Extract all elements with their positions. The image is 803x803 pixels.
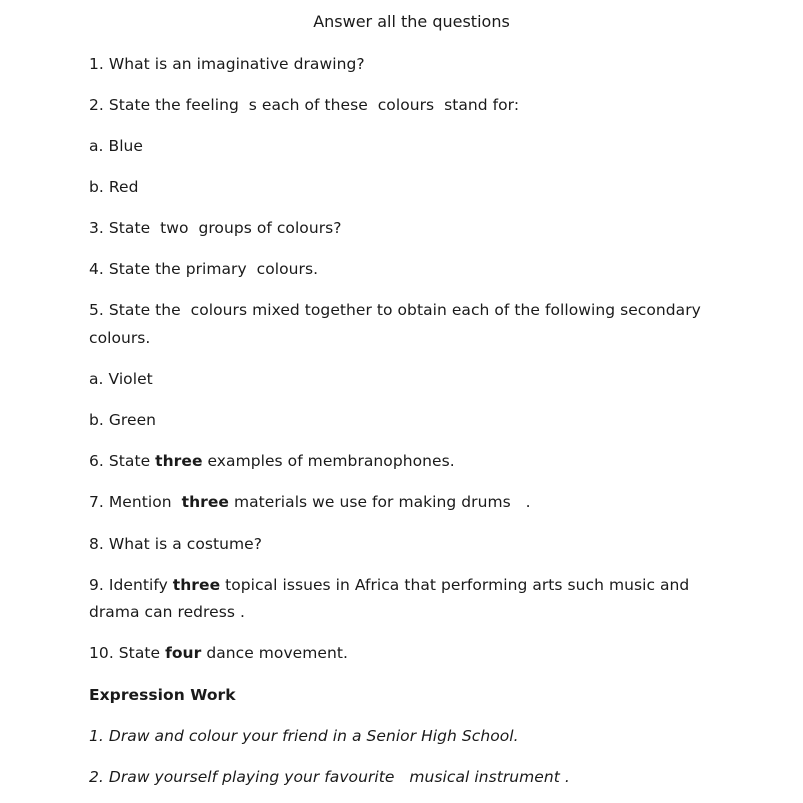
question-text: State the colours mixed together to obtain each of the following secondary xyxy=(108,301,701,319)
question-number: 1. xyxy=(89,55,104,73)
question-number: b. xyxy=(89,178,104,196)
question-number: 6. xyxy=(89,452,104,470)
question-text: Green xyxy=(108,411,157,429)
question-6 xyxy=(89,447,455,475)
question-text: State the primary colours. xyxy=(108,260,319,278)
question-2 xyxy=(89,91,519,119)
question-text: Blue xyxy=(108,137,144,155)
question-number: 5. xyxy=(89,301,104,319)
question-5-continuation: colours. xyxy=(89,329,151,347)
question-text-pre: Identify xyxy=(108,576,173,594)
question-text: Violet xyxy=(108,370,153,388)
question-emphasis: three xyxy=(155,452,203,470)
expression-number: 1. xyxy=(89,727,104,745)
question-number: 10. xyxy=(89,644,114,662)
question-number: 2. xyxy=(89,96,104,114)
question-text-post: topical issues in Africa that performing arts such music and xyxy=(220,576,690,594)
expression-heading: Expression Work xyxy=(89,686,236,704)
question-number: b. xyxy=(89,411,104,429)
question-9 xyxy=(89,571,689,599)
question-5b xyxy=(89,406,156,434)
question-number: 3. xyxy=(89,219,104,237)
question-text: What is a costume? xyxy=(108,535,263,553)
question-emphasis: four xyxy=(165,644,202,662)
question-7 xyxy=(89,488,531,516)
question-number: 8. xyxy=(89,535,104,553)
expression-text: Draw and colour your friend in a Senior High School. xyxy=(108,727,519,745)
question-3 xyxy=(89,214,342,242)
question-9-continuation: drama can redress . xyxy=(89,603,245,621)
question-text: State two groups of colours? xyxy=(108,219,342,237)
question-number: 7. xyxy=(89,493,104,511)
question-text-post: examples of membranophones. xyxy=(202,452,455,470)
question-text-post: dance movement. xyxy=(201,644,348,662)
expression-text: Draw yourself playing your favourite musical instrument . xyxy=(108,768,570,786)
question-text: Red xyxy=(108,178,139,196)
question-1 xyxy=(89,50,365,78)
question-2a xyxy=(89,132,143,160)
question-text-pre: State xyxy=(108,452,156,470)
page-title: Answer all the questions xyxy=(313,12,510,31)
question-10 xyxy=(89,639,348,667)
expression-item-1 xyxy=(89,722,519,750)
question-emphasis: three xyxy=(181,493,229,511)
question-number: a. xyxy=(89,370,104,388)
question-number: a. xyxy=(89,137,104,155)
expression-item-2 xyxy=(89,763,570,791)
question-text-post: materials we use for making drums . xyxy=(228,493,531,511)
question-5 xyxy=(89,296,701,324)
question-2b xyxy=(89,173,138,201)
question-number: 4. xyxy=(89,260,104,278)
question-text-pre: Mention xyxy=(108,493,182,511)
question-number: 9. xyxy=(89,576,104,594)
expression-number: 2. xyxy=(89,768,104,786)
question-text: What is an imaginative drawing? xyxy=(108,55,365,73)
question-emphasis: three xyxy=(172,576,221,594)
question-8 xyxy=(89,530,262,558)
question-text: State the feeling s each of these colours stand for: xyxy=(108,96,520,114)
question-4 xyxy=(89,255,318,283)
question-5a xyxy=(89,365,153,393)
question-text-pre: State xyxy=(118,644,166,662)
